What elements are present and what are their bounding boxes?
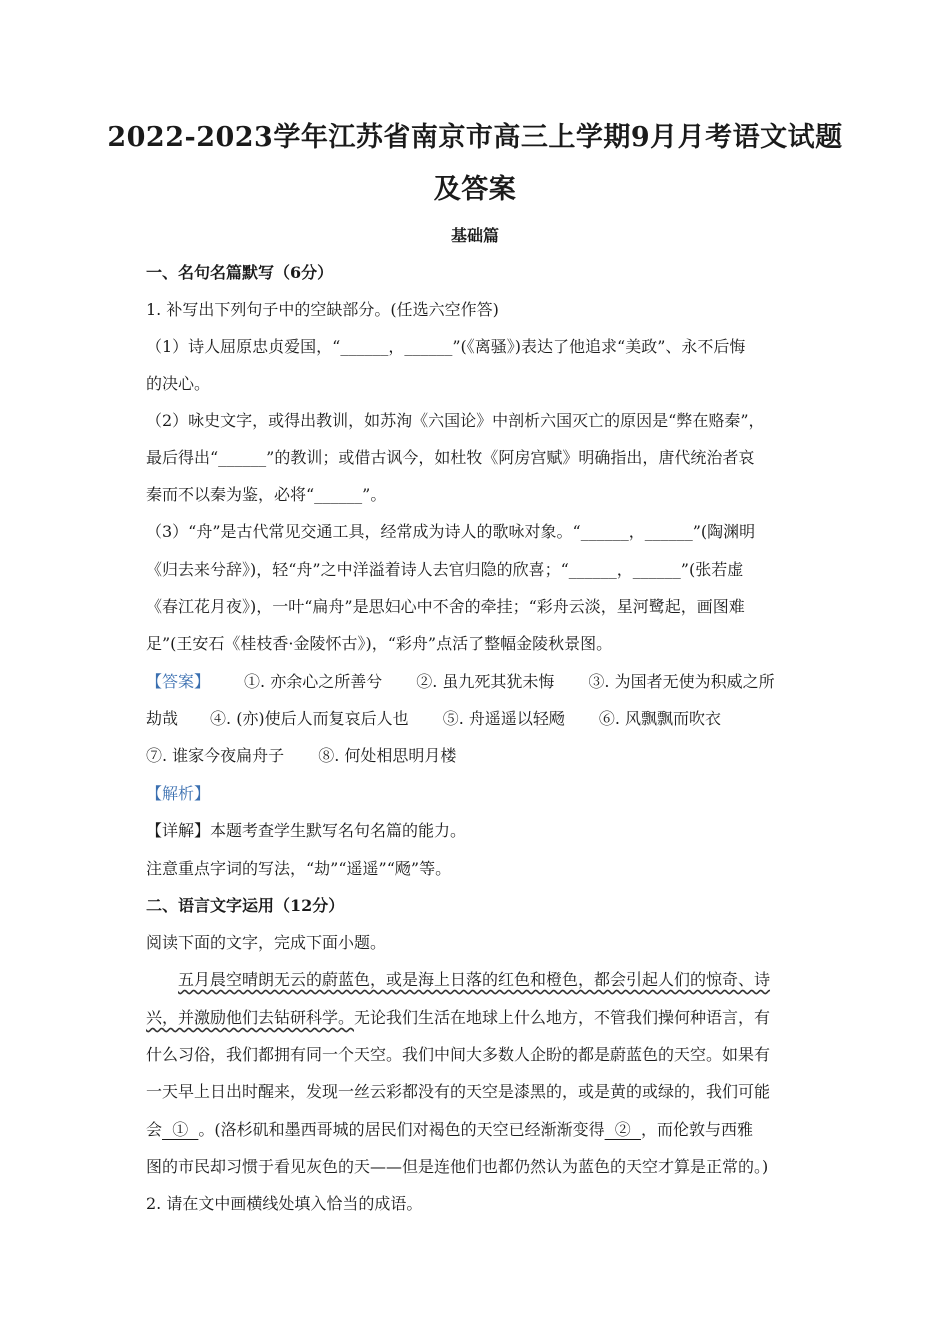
wavy-underlined-text: 五月晨空晴朗无云的蔚蓝色，或是海上日落的红色和橙色，都会引起人们的惊奇、诗 <box>178 970 771 989</box>
answer-item: ④. (亦)使后人而复哀后人也 <box>210 709 409 728</box>
analysis-tag: 【解析】 <box>146 784 211 803</box>
q1-part2-line3: 秦而不以秦为鉴，必将“______”。 <box>146 485 387 504</box>
passage-text: 。(洛杉矶和墨西哥城的居民们对褐色的天空已经渐渐变得 <box>198 1120 605 1139</box>
answer-line2 <box>146 709 721 728</box>
passage-text: ，而伦敦与西雅 <box>640 1120 753 1139</box>
answer-item: ①. 亦余心之所善兮 <box>244 672 383 691</box>
q1-part3-line4: 足”(王安石《桂枝香·金陵怀古》)，“彩舟”点活了整幅金陵秋景图。 <box>146 634 613 653</box>
question-2: 2. 请在文中画横线处填入恰当的成语。 <box>146 1194 423 1213</box>
answer-line1 <box>146 672 775 691</box>
note-line: 注意重点字词的写法，“劫”“遥遥”“飏”等。 <box>146 859 452 878</box>
answer-item: ⑤. 舟遥遥以轻飏 <box>442 709 565 728</box>
wavy-underlined-text: 兴，并激励他们去钻研科学。 <box>146 1008 355 1027</box>
passage-line3: 什么习俗，我们都拥有同一个天空。我们中间大多数人企盼的都是蔚蓝色的天空。如果有 <box>146 1045 771 1064</box>
answer-item: ⑥. 风飘飘而吹衣 <box>598 709 722 728</box>
document-subtitle: 基础篇 <box>450 226 499 245</box>
document-title: 2022-2023学年江苏省南京市高三上学期9月月考语文试题 <box>107 122 843 153</box>
passage-text: 无论我们生活在地球上什么地方，不管我们操何种语言，有 <box>354 1008 771 1027</box>
answer-item: 劫哉 <box>146 709 179 728</box>
blank-2: ② <box>604 1120 641 1139</box>
document-title-cont: 及答案 <box>433 174 517 205</box>
answer-line3 <box>146 746 456 765</box>
passage-line2 <box>146 1008 770 1027</box>
answer-tag: 【答案】 <box>146 672 211 691</box>
q1-part1-line1: （1）诗人屈原忠贞爱国，“______，______”(《离骚》)表达了他追求“美政”、永不后悔 <box>146 337 746 356</box>
q1-part3-line3: 《春江花月夜》)，一叶“扁舟”是思妇心中不舍的牵挂；“彩舟云淡，星河鹭起，画图难 <box>146 597 745 616</box>
detail-line: 【详解】本题考查学生默写名句名篇的能力。 <box>146 821 467 840</box>
reading-intro: 阅读下面的文字，完成下面小题。 <box>146 933 387 952</box>
q1-part3-line2: 《归去来兮辞》)，轻“舟”之中洋溢着诗人去官归隐的欣喜；“______，______”(张若虚 <box>146 560 744 579</box>
passage-line6: 图的市民却习惯于看见灰色的天——但是连他们也都仍然认为蓝色的天空才算是正常的。) <box>146 1157 769 1176</box>
answer-item: ⑧. 何处相思明月楼 <box>318 746 457 765</box>
answer-item: ③. 为国者无使为积威之所 <box>588 672 775 691</box>
section2-heading: 二、语言文字运用（12分） <box>146 896 345 915</box>
question-1: 1. 补写出下列句子中的空缺部分。(任选六空作答) <box>146 300 499 319</box>
blank-1: ① <box>162 1120 199 1139</box>
passage-line4: 一天早上日出时醒来，发现一丝云彩都没有的天空是漆黑的，或是黄的或绿的，我们可能 <box>146 1082 771 1101</box>
passage-text: 会 <box>146 1120 163 1139</box>
passage-line1 <box>178 970 770 989</box>
section1-heading: 一、名句名篇默写（6分） <box>146 263 334 282</box>
q1-part3-line1: （3）“舟”是古代常见交通工具，经常成为诗人的歌咏对象。“______，______”(陶渊明 <box>146 522 756 541</box>
answer-item: ②. 虽九死其犹未悔 <box>416 672 555 691</box>
q1-part2-line1: （2）咏史文字，或得出教训，如苏洵《六国论》中剖析六国灭亡的原因是“弊在赂秦”， <box>146 411 765 430</box>
q1-part2-line2: 最后得出“______”的教训；或借古讽今，如杜牧《阿房宫赋》明确指出，唐代统治者哀 <box>146 448 755 467</box>
q1-part1-line2: 的决心。 <box>146 374 211 393</box>
passage-line5 <box>146 1120 753 1139</box>
answer-item: ⑦. 谁家今夜扁舟子 <box>146 746 285 765</box>
